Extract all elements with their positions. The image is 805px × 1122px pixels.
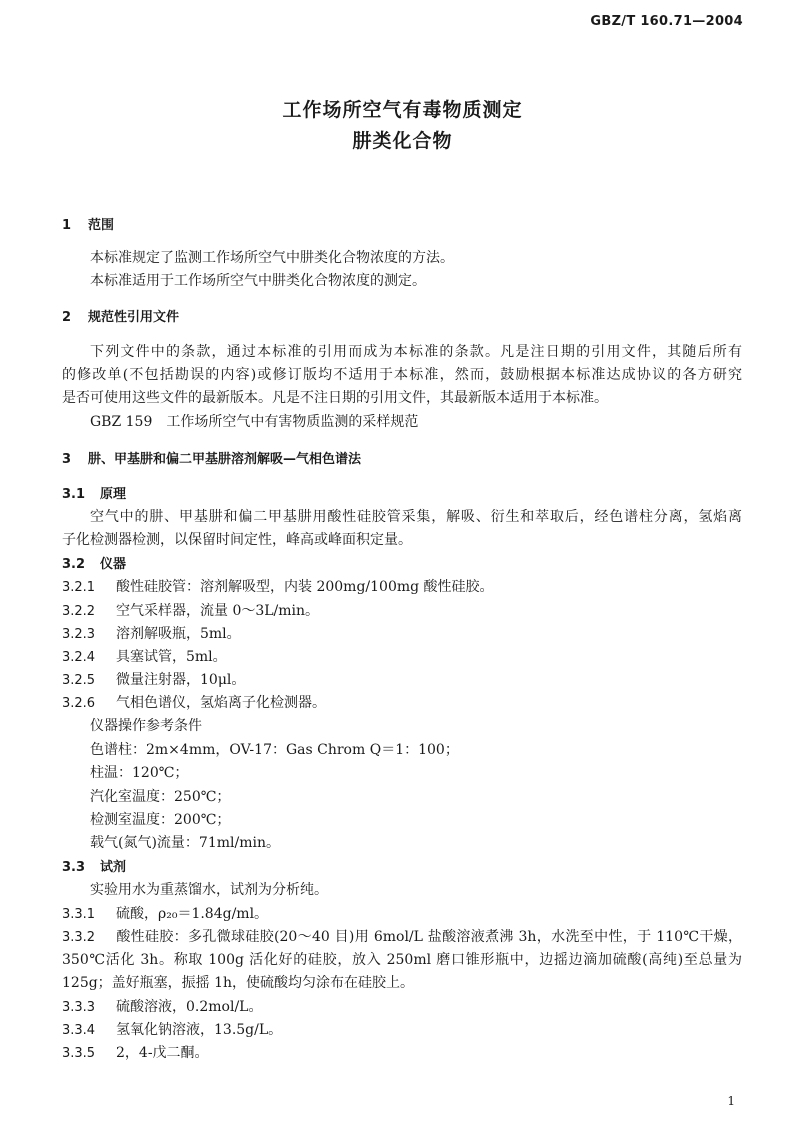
- standard-code: GBZ/T 160.71—2004: [590, 14, 743, 29]
- condition-line: 汽化室温度：250℃；: [90, 789, 231, 805]
- subsection-title: 仪器: [100, 557, 127, 572]
- paragraph-line: 空气中的肼、甲基肼和偏二甲基肼用酸性硅胶管采集，解吸、衍生和萃取后，经色谱柱分离，氢焰离: [90, 509, 742, 525]
- subsection-number: 3.1: [62, 487, 86, 502]
- section-heading-1: [62, 214, 114, 233]
- list-item: [62, 623, 241, 643]
- condition-line: 检测室温度：200℃；: [90, 812, 231, 828]
- item-text: 2，4-戊二酮。: [116, 1045, 209, 1061]
- list-item: [62, 669, 245, 689]
- list-item: [62, 1019, 282, 1039]
- condition-line: 柱温：120℃；: [90, 765, 189, 781]
- subsection-heading-3-3: [62, 856, 126, 875]
- condition-line: 载气(氮气)流量：71ml/min。: [90, 835, 280, 851]
- list-item: [62, 576, 494, 596]
- section-number: 3: [62, 452, 72, 467]
- paragraph-line: 的修改单(不包括勘误的内容)或修订版均不适用于本标准，然而，鼓励根据本标准达成协议的各方研究: [62, 367, 742, 383]
- item-number: 3.2.3: [62, 627, 96, 642]
- item-text: 硫酸，ρ₂₀＝1.84g/ml。: [116, 906, 269, 922]
- paragraph-line: 本标准适用于工作场所空气中肼类化合物浓度的测定。: [90, 273, 426, 289]
- item-number: 3.3.4: [62, 1023, 96, 1038]
- subsection-title: 试剂: [100, 860, 127, 875]
- item-number: 3.3.5: [62, 1046, 96, 1061]
- reference-item: GBZ 159 工作场所空气中有害物质监测的采样规范: [90, 414, 419, 430]
- item-number: 3.3.3: [62, 1000, 96, 1015]
- document-title: 工作场所空气有毒物质测定: [282, 99, 523, 121]
- item-text: 酸性硅胶：多孔微球硅胶(20～40 目)用 6mol/L 盐酸溶液煮沸 3h，水洗至中性，于 110℃干燥，: [116, 929, 742, 945]
- item-number: 3.2.4: [62, 650, 96, 665]
- item-text: 酸性硅胶管：溶剂解吸型，内装 200mg/100mg 酸性硅胶。: [116, 579, 494, 595]
- paragraph-line: 125g；盖好瓶塞，振摇 1h，使硫酸均匀涂布在硅胶上。: [62, 975, 415, 991]
- item-text: 微量注射器，10μl。: [116, 672, 246, 688]
- paragraph-line: 子化检测器检测，以保留时间定性，峰高或峰面积定量。: [62, 532, 412, 548]
- item-number: 3.2.2: [62, 604, 96, 619]
- page-number: 1: [727, 1094, 735, 1108]
- item-text: 空气采样器，流量 0～3L/min。: [116, 603, 320, 619]
- item-text: 溶剂解吸瓶，5ml。: [116, 626, 241, 642]
- item-text: 气相色谱仪，氢焰离子化检测器。: [116, 695, 326, 711]
- section-title: 肼、甲基肼和偏二甲基肼溶剂解吸—气相色谱法: [88, 452, 362, 467]
- paragraph-line: 350℃活化 3h。称取 100g 活化好的硅胶，放入 250ml 磨口锥形瓶中，边摇边滴加硫酸(高纯)至总量为: [62, 952, 742, 968]
- paragraph-line: 是否可使用这些文件的最新版本。凡是不注日期的引用文件，其最新版本适用于本标准。: [62, 390, 608, 406]
- paragraph-line: 实验用水为重蒸馏水，试剂为分析纯。: [90, 882, 328, 898]
- condition-line: 色谱柱：2m×4mm，OV-17：Gas Chrom Q＝1：100；: [90, 742, 459, 758]
- list-item: [62, 926, 742, 946]
- section-title: 规范性引用文件: [88, 310, 180, 325]
- item-number: 3.3.2: [62, 930, 96, 945]
- subsection-number: 3.3: [62, 860, 86, 875]
- item-number: 3.2.6: [62, 696, 96, 711]
- list-item: [62, 903, 268, 923]
- subsection-heading-3-2: [62, 553, 126, 572]
- item-number: 3.2.5: [62, 673, 96, 688]
- item-text: 具塞试管，5ml。: [116, 649, 227, 665]
- list-item: [62, 996, 262, 1016]
- subsection-number: 3.2: [62, 557, 86, 572]
- list-item: [62, 646, 227, 666]
- paragraph-line: 本标准规定了监测工作场所空气中肼类化合物浓度的方法。: [90, 250, 454, 266]
- section-heading-3: [62, 448, 361, 467]
- item-text: 氢氧化钠溶液，13.5g/L。: [116, 1022, 283, 1038]
- list-item: [62, 692, 326, 712]
- subsection-title: 原理: [100, 487, 127, 502]
- item-number: 3.2.1: [62, 580, 96, 595]
- section-title: 范围: [88, 218, 115, 233]
- list-item: [62, 600, 319, 620]
- item-number: 3.3.1: [62, 907, 96, 922]
- document-subtitle: 肼类化合物: [352, 130, 453, 152]
- section-number: 2: [62, 310, 72, 325]
- subsection-heading-3-1: [62, 483, 126, 502]
- paragraph-line: 下列文件中的条款，通过本标准的引用而成为本标准的条款。凡是注日期的引用文件，其随后所有: [90, 344, 742, 360]
- list-item: [62, 1042, 209, 1062]
- conditions-title: 仪器操作参考条件: [90, 718, 202, 734]
- item-text: 硫酸溶液，0.2mol/L。: [116, 999, 263, 1015]
- section-heading-2: [62, 306, 179, 325]
- section-number: 1: [62, 218, 72, 233]
